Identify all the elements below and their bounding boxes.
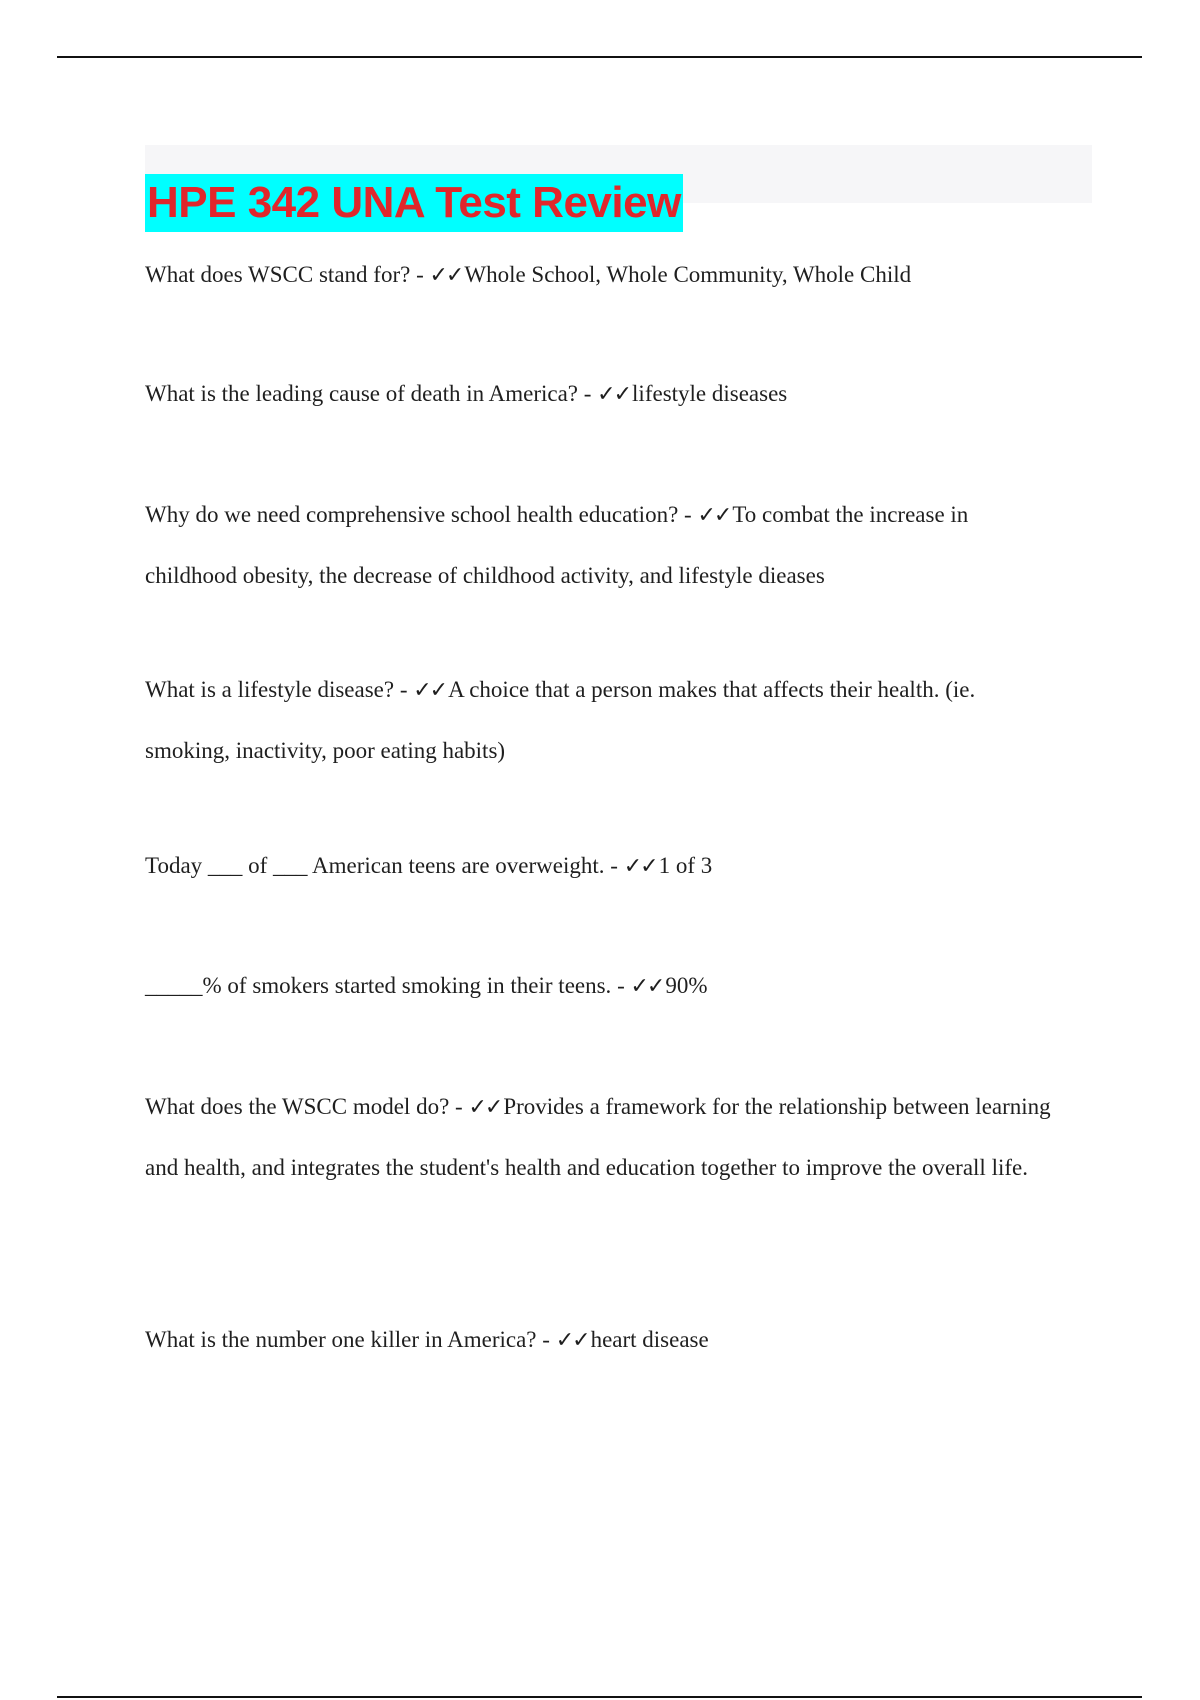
document-title: HPE 342 UNA Test Review bbox=[145, 174, 683, 232]
qa-item-1 bbox=[145, 245, 1065, 306]
answer-text: Whole School, Whole Community, Whole Child bbox=[464, 262, 912, 287]
question-text: What is the leading cause of death in America? bbox=[145, 381, 578, 406]
double-check-icon: ✓✓ bbox=[697, 503, 731, 528]
question-text: What is a lifestyle disease? bbox=[145, 677, 395, 702]
separator: - bbox=[410, 262, 430, 287]
question-text: Why do we need comprehensive school health education? bbox=[145, 502, 679, 527]
double-check-icon: ✓✓ bbox=[597, 382, 631, 407]
separator: - bbox=[611, 973, 631, 998]
answer-text: Provides a framework for the relationship between learning and health, and integrates the student's health and education together to improve the overall life. bbox=[145, 1094, 1051, 1180]
bottom-rule bbox=[57, 1696, 1142, 1698]
double-check-icon: ✓✓ bbox=[468, 1095, 502, 1120]
double-check-icon: ✓✓ bbox=[623, 854, 657, 879]
question-text: Today ___ of ___ American teens are overweight. bbox=[145, 853, 605, 878]
qa-item-3 bbox=[145, 485, 1065, 606]
separator: - bbox=[604, 853, 624, 878]
separator: - bbox=[678, 502, 698, 527]
answer-text: 90% bbox=[665, 973, 708, 998]
qa-item-2 bbox=[145, 364, 1065, 425]
answer-text: lifestyle diseases bbox=[632, 381, 788, 406]
qa-item-4 bbox=[145, 660, 1065, 781]
qa-item-7 bbox=[145, 1077, 1065, 1198]
answer-text: heart disease bbox=[590, 1327, 709, 1352]
separator: - bbox=[536, 1327, 556, 1352]
question-text: What is the number one killer in America? bbox=[145, 1327, 537, 1352]
question-text: What does WSCC stand for? bbox=[145, 262, 411, 287]
qa-item-5 bbox=[145, 836, 1065, 897]
double-check-icon: ✓✓ bbox=[630, 974, 664, 999]
separator: - bbox=[394, 677, 414, 702]
double-check-icon: ✓✓ bbox=[429, 263, 463, 288]
qa-item-8 bbox=[145, 1310, 1065, 1371]
answer-text: 1 of 3 bbox=[658, 853, 713, 878]
question-text: What does the WSCC model do? bbox=[145, 1094, 450, 1119]
answer-text: To combat the increase in childhood obesity, the decrease of childhood activity, and lifestyle dieases bbox=[145, 502, 969, 588]
separator: - bbox=[578, 381, 598, 406]
double-check-icon: ✓✓ bbox=[555, 1328, 589, 1353]
answer-text: A choice that a person makes that affects their health. (ie. smoking, inactivity, poor eating habits) bbox=[145, 677, 976, 763]
double-check-icon: ✓✓ bbox=[413, 678, 447, 703]
top-rule bbox=[57, 56, 1142, 58]
qa-item-6 bbox=[145, 956, 1065, 1017]
question-text: _____% of smokers started smoking in their teens. bbox=[145, 973, 612, 998]
separator: - bbox=[449, 1094, 469, 1119]
